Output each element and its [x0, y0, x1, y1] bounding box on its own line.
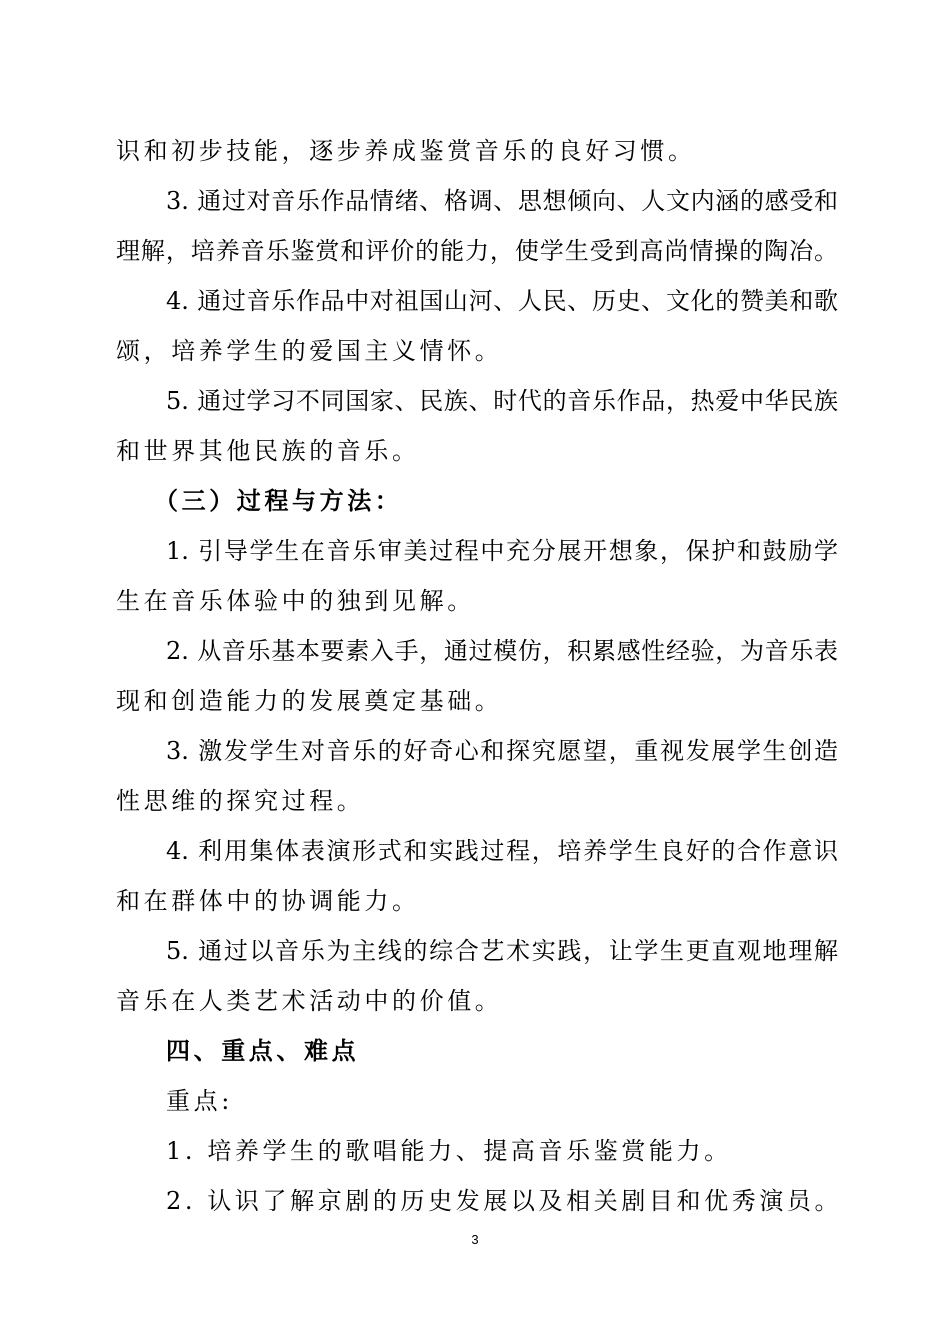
process-item-2-end: 现和创造能力的发展奠定基础。	[116, 687, 503, 715]
list-item-4-end: 颂，培养学生的爱国主义情怀。	[116, 337, 503, 365]
list-item-3-end: 理解，培养音乐鉴赏和评价的能力，使学生受到高尚情操的陶冶。	[116, 237, 838, 265]
list-item-4-start: 4. 通过音乐作品中对祖国山河、人民、历史、文化的赞美和歌	[166, 287, 838, 315]
process-item-4-end: 和在群体中的协调能力。	[116, 887, 420, 915]
process-item-4-start: 4. 利用集体表演形式和实践过程，培养学生良好的合作意识	[166, 837, 838, 865]
document-body	[116, 126, 843, 1226]
section-heading-key-points: 四、重点、难点	[166, 1037, 360, 1065]
process-item-1-start: 1. 引导学生在音乐审美过程中充分展开想象，保护和鼓励学	[166, 537, 838, 565]
section-heading-process-method: （三）过程与方法：	[154, 487, 403, 515]
text-line: 识和初步技能，逐步养成鉴赏音乐的良好习惯。	[116, 137, 696, 165]
process-item-3-end: 性思维的探究过程。	[116, 787, 365, 815]
list-item-5-start: 5. 通过学习不同国家、民族、时代的音乐作品，热爱中华民族	[166, 387, 838, 415]
process-item-1-end: 生在音乐体验中的独到见解。	[116, 587, 475, 615]
list-item-5-end: 和世界其他民族的音乐。	[116, 437, 420, 465]
key-points-label: 重点:	[166, 1087, 233, 1115]
list-item-3-start: 3. 通过对音乐作品情绪、格调、思想倾向、人文内涵的感受和	[166, 187, 838, 215]
process-item-2-start: 2. 从音乐基本要素入手，通过模仿，积累感性经验，为音乐表	[166, 637, 838, 665]
process-item-5-start: 5. 通过以音乐为主线的综合艺术实践，让学生更直观地理解	[166, 937, 838, 965]
process-item-5-end: 音乐在人类艺术活动中的价值。	[116, 987, 503, 1015]
key-point-1: 1. 培养学生的歌唱能力、提高音乐鉴赏能力。	[166, 1137, 732, 1165]
key-point-2: 2. 认识了解京剧的历史发展以及相关剧目和优秀演员。	[166, 1187, 843, 1215]
process-item-3-start: 3. 激发学生对音乐的好奇心和探究愿望，重视发展学生创造	[166, 737, 838, 765]
page-number: 3	[471, 1232, 479, 1247]
